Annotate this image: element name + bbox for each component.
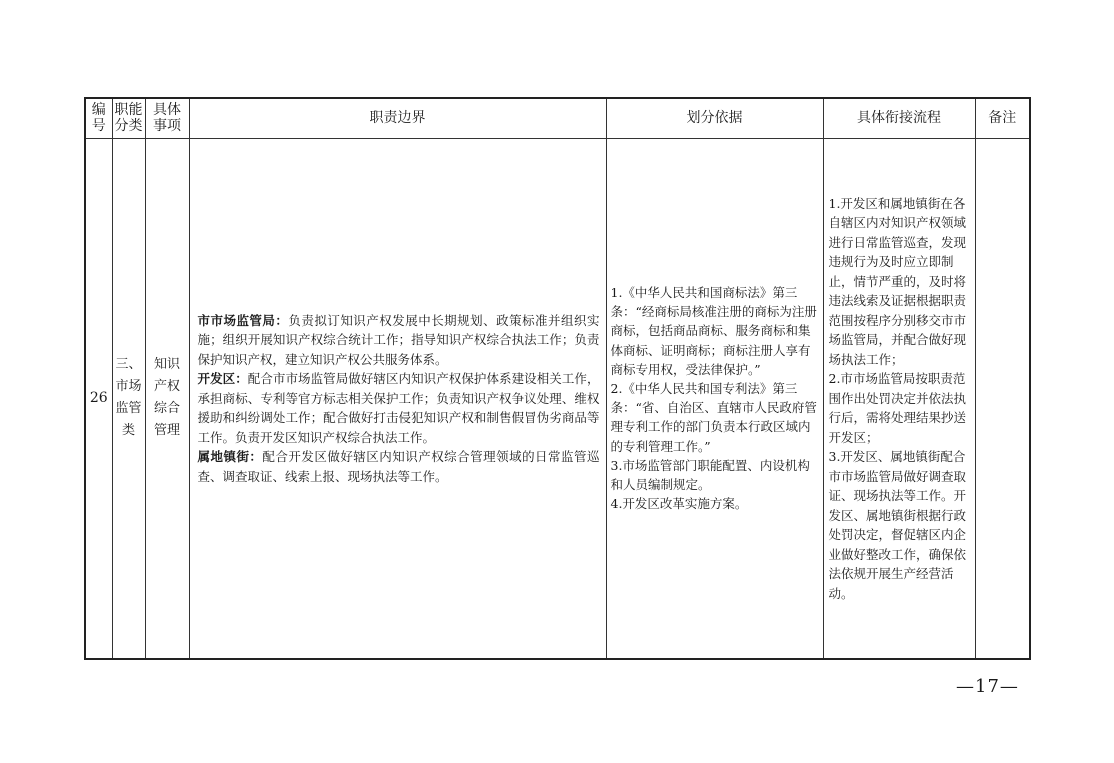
- row-flow: [823, 138, 975, 659]
- table-row: [85, 138, 1030, 659]
- header-category: 职能 分类: [112, 98, 145, 138]
- basis-item: 2.《中华人民共和国专利法》第三条：“省、自治区、直辖市人民政府管理专利工作的部门负责本行政区域内的专利管理工作。”: [610, 381, 817, 454]
- flow-step: 1.开发区和属地镇街在各自辖区内对知识产权领域进行日常监管巡查，发现违规行为及时应立即制止，情节严重的，及时将违法线索及证据根据职责范围按程序分别移交市市场监管局，并配合做好现场执法工作；: [828, 195, 967, 367]
- duty-table: [84, 97, 1031, 660]
- header-item: 具体 事项: [145, 98, 189, 138]
- basis-item: 4.开发区改革实施方案。: [610, 496, 748, 512]
- boundary-towns: 属地镇街：配合开发区做好辖区内知识产权综合管理领域的日常监管巡查、调查取证、线索上报、现场执法等工作。: [197, 449, 600, 484]
- row-category: 三、 市场 监管 类: [112, 138, 145, 659]
- flow-step: 3.开发区、属地镇街配合市市场监管局做好调查取证、现场执法等工作。开发区、属地镇街根据行政处罚决定，督促辖区内企业做好整改工作，确保依法依规开展生产经营活动。: [828, 449, 967, 601]
- row-remark: [975, 138, 1030, 659]
- row-basis: [606, 138, 823, 659]
- header-flow: 具体衔接流程: [823, 98, 975, 138]
- header-row: [85, 98, 1030, 138]
- row-boundary: [189, 138, 606, 659]
- header-boundary: 职责边界: [189, 98, 606, 138]
- boundary-city-bureau: 市市场监管局：负责拟订知识产权发展中长期规划、政策标准并组织实施；组织开展知识产权综合统计工作；指导知识产权综合执法工作；负责保护知识产权，建立知识产权公共服务体系。: [197, 312, 600, 367]
- header-number: 编 号: [85, 98, 112, 138]
- basis-item: 1.《中华人民共和国商标法》第三条：“经商标局核准注册的商标为注册商标，包括商品商标、服务商标和集体商标、证明商标；商标注册人享有商标专用权，受法律保护。”: [610, 285, 817, 377]
- page-number: —17—: [956, 676, 1019, 697]
- row-number: 26: [85, 138, 112, 659]
- header-basis: 划分依据: [606, 98, 823, 138]
- header-remark: 备注: [975, 98, 1030, 138]
- flow-step: 2.市市场监管局按职责范围作出处罚决定并依法执行后，需将处理结果抄送开发区；: [828, 371, 967, 445]
- boundary-dev-zone: 开发区：配合市市场监管局做好辖区内知识产权保护体系建设相关工作，承担商标、专利等官方标志相关保护工作；负责知识产权争议处理、维权援助和纠纷调处工作；配合做好打击侵犯知识产权和制售假冒伪劣商品等工作。负责开发区知识产权综合执法工作。: [197, 371, 600, 445]
- row-item: 知识 产权 综合 管理: [145, 138, 189, 659]
- basis-item: 3.市场监管部门职能配置、内设机构和人员编制规定。: [610, 457, 810, 493]
